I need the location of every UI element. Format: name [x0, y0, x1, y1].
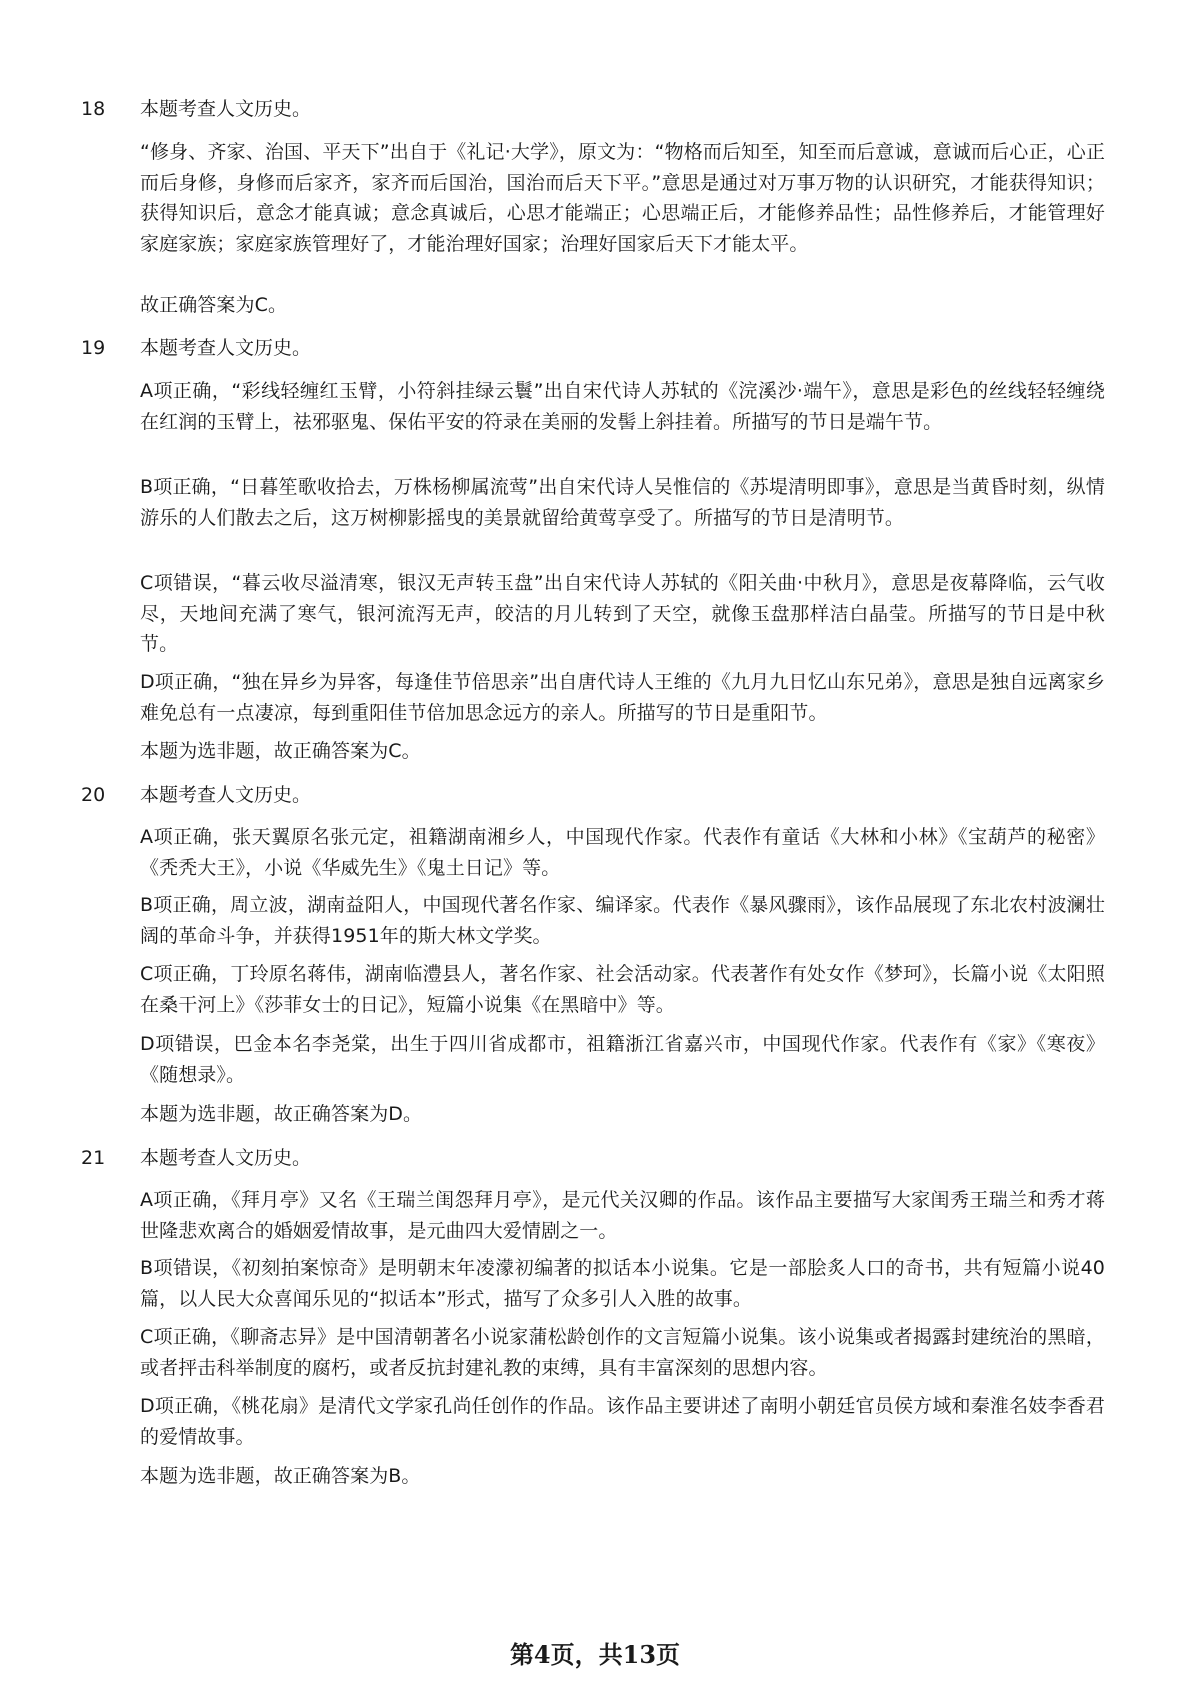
question-heading: 本题考查人文历史。	[140, 98, 312, 120]
answer-option-b: B项正确，“日暮笙歌收拾去，万株杨柳属流莺”出自宋代诗人吴惟信的《苏堤清明即事》，意思是当黄昏时刻，纵情游乐的人们散去之后，这万树柳影摇曳的美景就留给黄莺享受了。所描写的节日是清明节。	[140, 476, 1105, 529]
answer-option-c: C项错误，“暮云收尽溢清寒，银汉无声转玉盘”出自宋代诗人苏轼的《阳关曲·中秋月》，意思是夜幕降临，云气收尽，天地间充满了寒气，银河流泻无声，皎洁的月儿转到了天空，就像玉盘那样洁白晶莹。所描写的节日是中秋节。	[140, 572, 1105, 655]
answer-option-d: D项错误，巴金本名李尧棠，出生于四川省成都市，祖籍浙江省嘉兴市，中国现代作家。代表作有《家》《寒夜》《随想录》。	[140, 1033, 1105, 1086]
question-number: 20	[81, 784, 106, 806]
answer-conclusion: 本题为选非题，故正确答案为B。	[140, 1465, 421, 1487]
answer-option-a: A项正确，张天翼原名张元定，祖籍湖南湘乡人，中国现代作家。代表作有童话《大林和小林》《宝葫芦的秘密》《秃秃大王》，小说《华威先生》《鬼土日记》等。	[140, 826, 1105, 879]
question-heading: 本题考查人文历史。	[140, 337, 312, 359]
answer-option-c: C项正确，丁玲原名蒋伟，湖南临澧县人，著名作家、社会活动家。代表著作有处女作《梦珂》，长篇小说《太阳照在桑干河上》《莎菲女士的日记》，短篇小说集《在黑暗中》等。	[140, 963, 1105, 1016]
question-number: 18	[81, 98, 106, 120]
question-heading: 本题考查人文历史。	[140, 784, 312, 806]
question-number: 19	[81, 337, 106, 359]
answer-option-a: A项正确，《拜月亭》又名《王瑞兰闺怨拜月亭》，是元代关汉卿的作品。该作品主要描写大家闺秀王瑞兰和秀才蒋世隆悲欢离合的婚姻爱情故事，是元曲四大爱情剧之一。	[140, 1189, 1105, 1242]
question-number: 21	[81, 1147, 106, 1169]
answer-option-a: A项正确，“彩线轻缠红玉臂，小符斜挂绿云鬟”出自宋代诗人苏轼的《浣溪沙·端午》，意思是彩色的丝线轻轻缠绕在红润的玉臂上，祛邪驱鬼、保佑平安的符录在美丽的发髻上斜挂着。所描写的节日是端午节。	[140, 380, 1105, 433]
answer-option-b: B项错误，《初刻拍案惊奇》是明朝末年凌濛初编著的拟话本小说集。它是一部脍炙人口的奇书，共有短篇小说40篇，以人民大众喜闻乐见的“拟话本”形式，描写了众多引人入胜的故事。	[140, 1257, 1105, 1310]
answer-option-c: C项正确，《聊斋志异》是中国清朝著名小说家蒲松龄创作的文言短篇小说集。该小说集或者揭露封建统治的黑暗，或者抨击科举制度的腐朽，或者反抗封建礼教的束缚，具有丰富深刻的思想内容。	[140, 1326, 1105, 1379]
page-number-footer: 第4页，共13页	[509, 1640, 681, 1669]
answer-conclusion: 本题为选非题，故正确答案为D。	[140, 1103, 423, 1125]
answer-option-b: B项正确，周立波，湖南益阳人，中国现代著名作家、编译家。代表作《暴风骤雨》，该作品展现了东北农村波澜壮阔的革命斗争，并获得1951年的斯大林文学奖。	[140, 894, 1105, 947]
answer-option-d: D项正确，“独在异乡为异客，每逢佳节倍思亲”出自唐代诗人王维的《九月九日忆山东兄弟》，意思是独自远离家乡难免总有一点凄凉，每到重阳佳节倍加思念远方的亲人。所描写的节日是重阳节。	[140, 671, 1105, 724]
answer-conclusion: 本题为选非题，故正确答案为C。	[140, 740, 421, 762]
question-heading: 本题考查人文历史。	[140, 1147, 312, 1169]
answer-option-d: D项正确，《桃花扇》是清代文学家孔尚任创作的作品。该作品主要讲述了南明小朝廷官员侯方域和秦淮名妓李香君的爱情故事。	[140, 1395, 1105, 1448]
answer-conclusion: 故正确答案为C。	[140, 294, 288, 316]
answer-paragraph: “修身、齐家、治国、平天下”出自于《礼记·大学》，原文为：“物格而后知至，知至而后意诚，意诚而后心正，心正而后身修，身修而后家齐，家齐而后国治，国治而后天下平。”意思是通过对万事万物的认识研究，才能获得知识；获得知识后，意念才能真诚；意念真诚后，心思才能端正；心思端正后，才能修养品性；品性修养后，才能管理好家庭家族；家庭家族管理好了，才能治理好国家；治理好国家后天下才能太平。	[140, 141, 1105, 255]
